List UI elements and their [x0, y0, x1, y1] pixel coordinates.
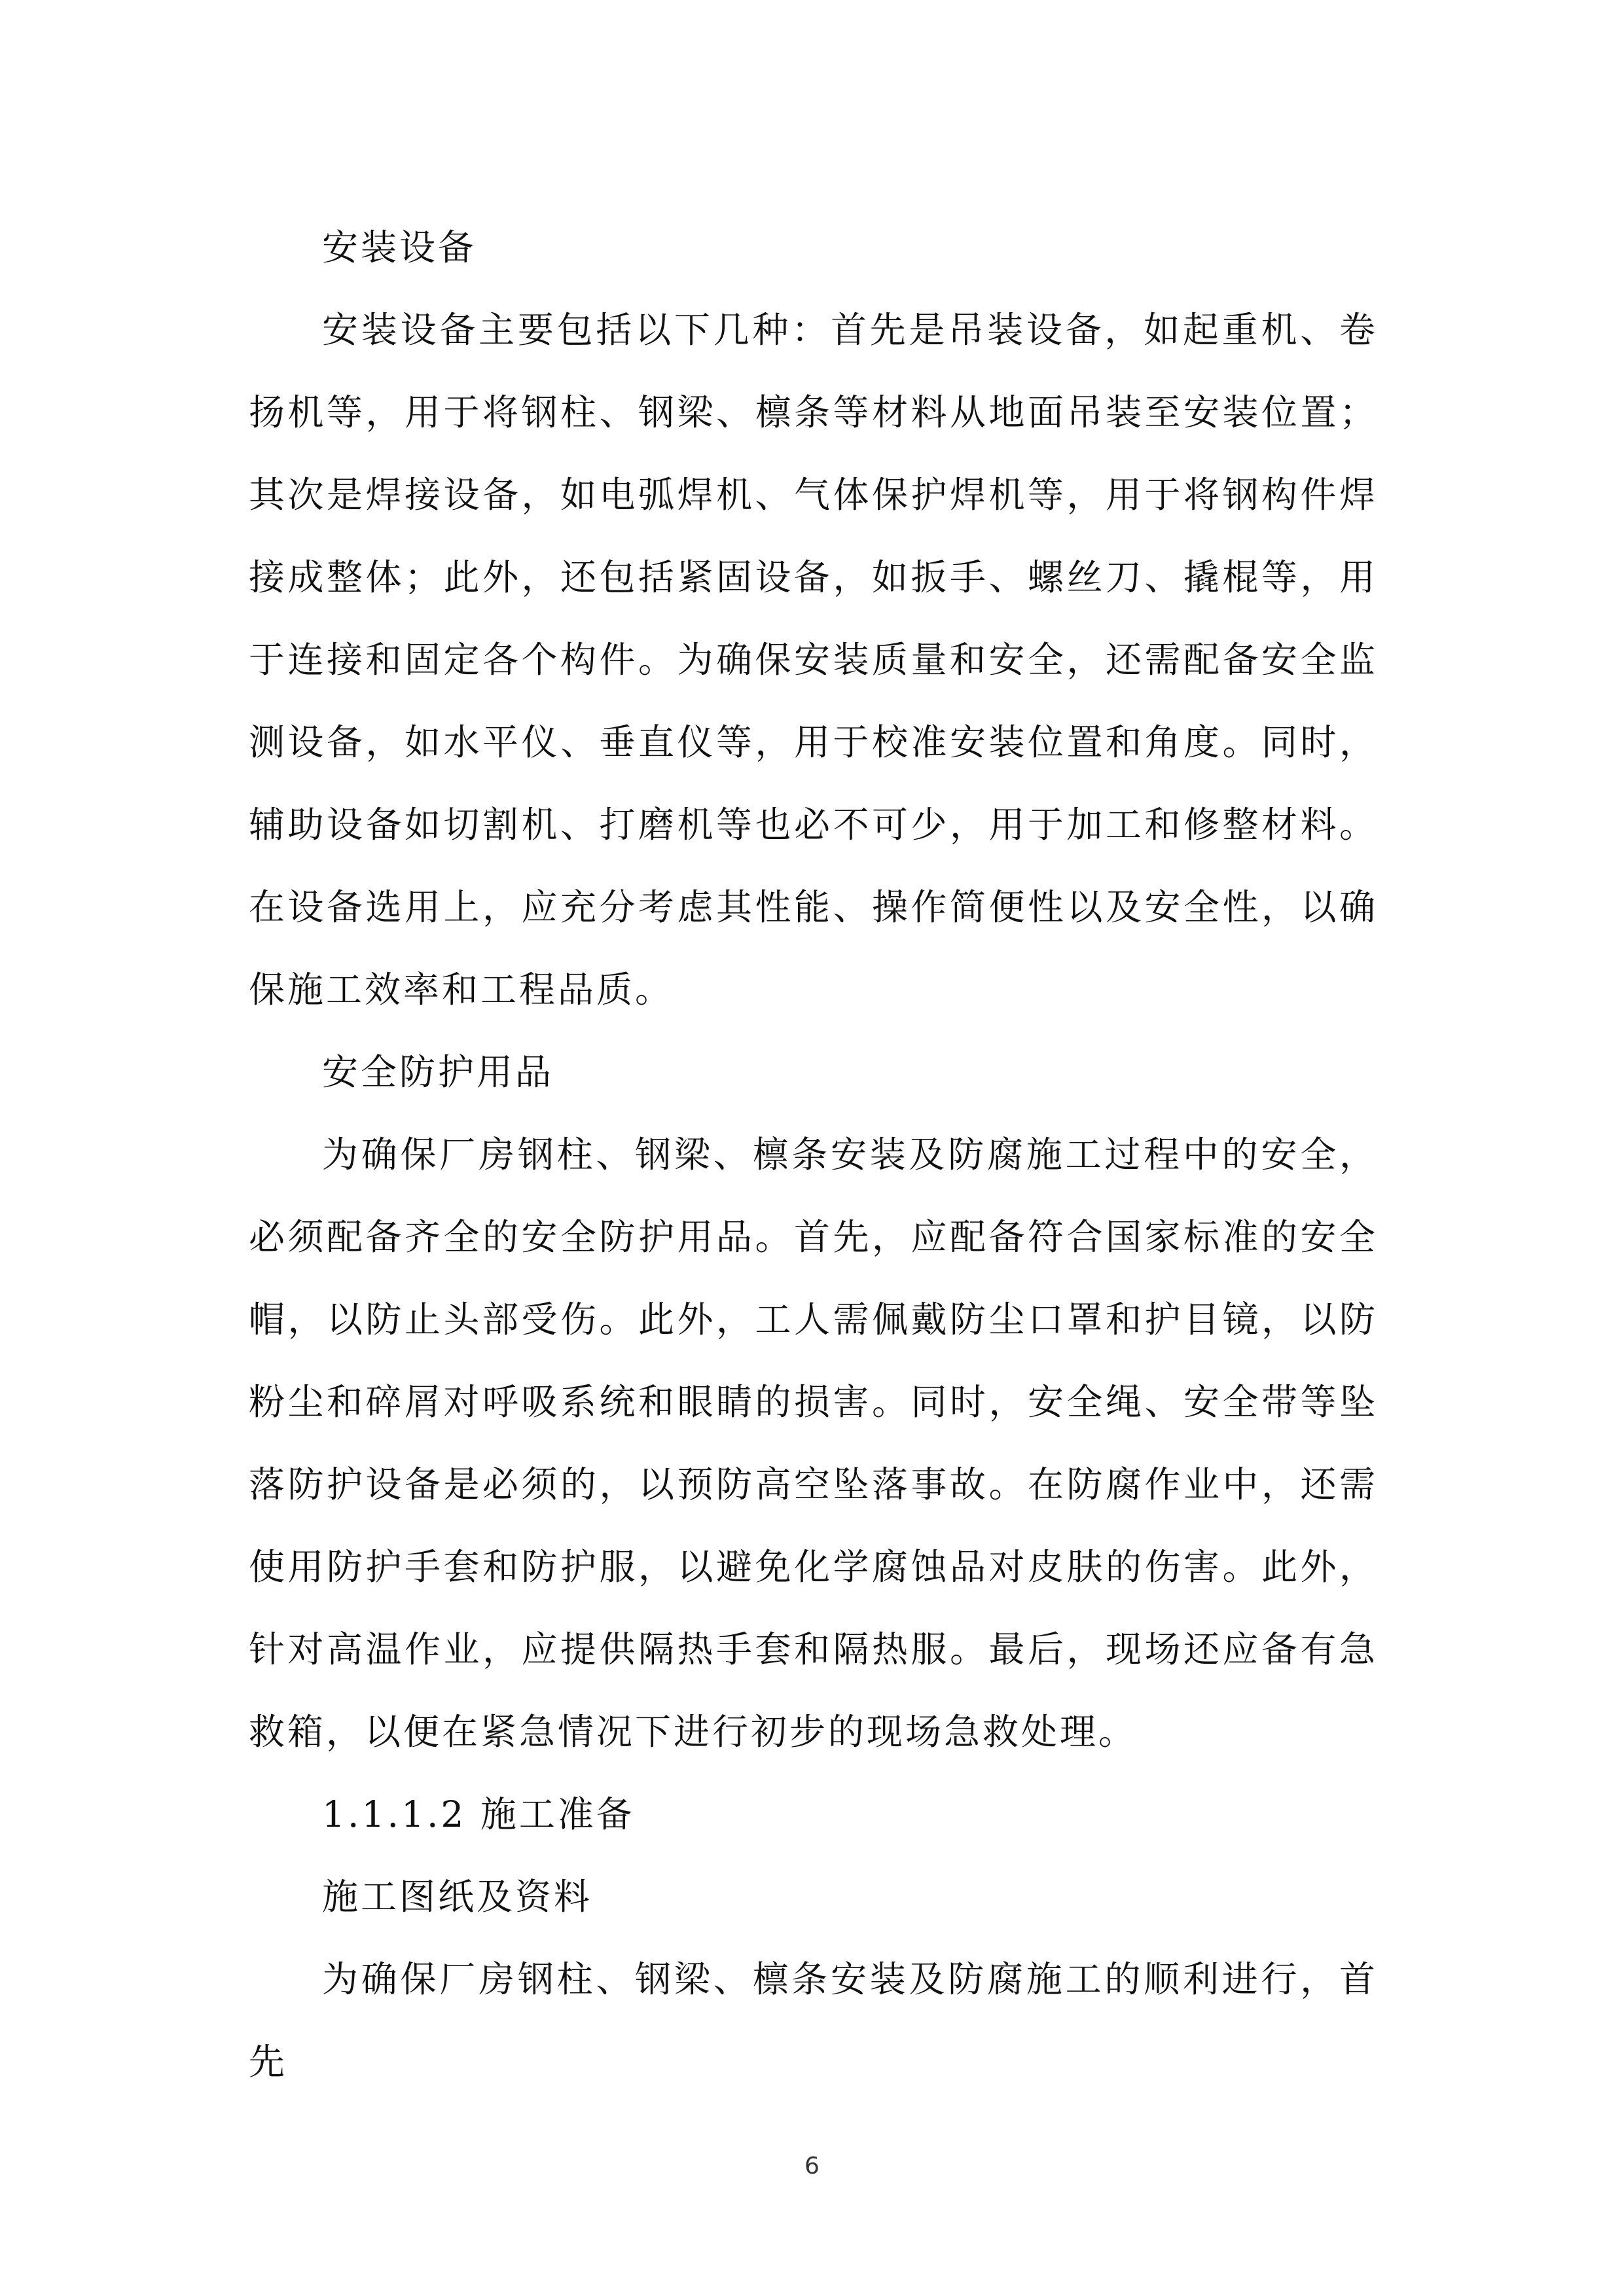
paragraph-drawings-documents: 为确保厂房钢柱、钢梁、檩条安装及防腐施工的顺利进行，首先 [249, 1958, 1378, 2083]
section-heading-installation-equipment: 安装设备 [322, 226, 477, 268]
page-number: 6 [804, 2153, 820, 2179]
section-heading-safety-protection: 安全防护用品 [322, 1051, 554, 1093]
paragraph-safety-protection: 为确保厂房钢柱、钢梁、檩条安装及防腐施工过程中的安全，必须配备齐全的安全防护用品。首先，应配备符合国家标准的安全帽，以防止头部受伤。此外，工人需佩戴防尘口罩和护目镜，以防粉尘和碎屑对呼吸系统和眼睛的损害。同时，安全绳、安全带等坠落防护设备是必须的，以预防高空坠落事故。在防腐作业中，还需使用防护手套和防护服，以避免化学腐蚀品对皮肤的伤害。此外，针对高温作业，应提供隔热手套和隔热服。最后，现场还应备有急救箱，以便在紧急情况下进行初步的现场急救处理。 [249, 1134, 1378, 1753]
paragraph-installation-equipment: 安装设备主要包括以下几种：首先是吊装设备，如起重机、卷扬机等，用于将钢柱、钢梁、檩条等材料从地面吊装至安装位置；其次是焊接设备，如电弧焊机、气体保护焊机等，用于将钢构件焊接成整体；此外，还包括紧固设备，如扳手、螺丝刀、撬棍等，用于连接和固定各个构件。为确保安装质量和安全，还需配备安全监测设备，如水平仪、垂直仪等，用于校准安装位置和角度。同时，辅助设备如切割机、打磨机等也必不可少，用于加工和修整材料。在设备选用上，应充分考虑其性能、操作简便性以及安全性，以确保施工效率和工程品质。 [249, 309, 1378, 1011]
section-heading-drawings-documents: 施工图纸及资料 [322, 1876, 593, 1918]
document-body [249, 206, 1378, 2103]
section-heading-construction-preparation: 1.1.1.2 施工准备 [322, 1793, 635, 1835]
